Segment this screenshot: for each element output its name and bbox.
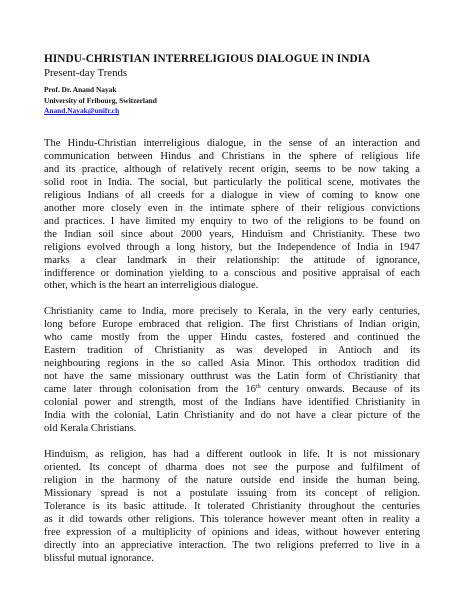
text-line: the Indian soil since about 2000 years, Hinduism and Christianity. These two: [44, 228, 420, 240]
text-line: indifference or domination yielding to a conscious and positive appraisal of each: [44, 267, 420, 279]
text-line: and its practice, although of relatively recent origin, seems to be now taking a: [44, 163, 420, 175]
text-line: India with the colonial, Latin Christianity and do not have a clear picture of the: [44, 410, 420, 422]
text-line: Eastern tradition of Christianity as was developed in Antioch and its: [44, 345, 420, 357]
text-line: religions evolved through a long history, but the Independence of India in 1947: [44, 241, 420, 253]
text-line: The Hindu-Christian interreligious dialogue, in the sense of an interaction and: [44, 138, 420, 149]
document-title: HINDU-CHRISTIAN INTERRELIGIOUS DIALOGUE IN INDIA: [44, 53, 371, 65]
text-line: free expression of a multiplicity of opinions and ideas, without however entering: [44, 526, 420, 538]
text-line: long before Europe embraced that religion. The first Christians of Indian origin,: [44, 319, 420, 331]
text-line: another more closely even in the intimate sphere of their religious convictions: [44, 202, 420, 214]
text-fragment: century onwards. Because of its: [260, 384, 420, 396]
text-line: neighbouring regions in the so called Asia Minor. This orthodox tradition did: [44, 358, 420, 370]
text-line: not have the same missionary outthrust was the Latin form of Christianity that: [44, 371, 420, 383]
text-line: Missionary spread is not a postulate issuing from its concept of religion.: [44, 487, 420, 499]
text-line: solid root in India. The social, but particularly the political scene, motivates the: [44, 176, 420, 188]
ordinal-superscript: th: [255, 384, 261, 391]
text-line: blissful mutual ignorance.: [44, 552, 154, 564]
document-subtitle: Present-day Trends: [44, 67, 128, 79]
paragraph-1: [44, 138, 420, 293]
document-body: [44, 138, 420, 579]
text-line: as it did towards other religions. This tolerance however meant often in reality a: [44, 513, 420, 525]
text-line: oriented. Its concept of dharma does not see the purpose and fulfilment of: [44, 461, 420, 473]
author-name: Prof. Dr. Anand Nayak: [44, 85, 117, 94]
text-line: religion in the harmony of the nature outside end inside the human being.: [44, 474, 420, 486]
text-line: colonial power and strength, most of the Indians have identified Christianity in: [44, 397, 420, 409]
text-line: religious Indians of all creeds for a dialogue in view of coming to know one: [44, 189, 420, 201]
paragraph-3: [44, 449, 420, 566]
text-line-with-superscript: [44, 384, 420, 397]
text-line: Christianity came to India, more precisely to Kerala, in the very early centuries,: [44, 306, 420, 318]
paragraph-2: [44, 306, 420, 436]
text-line: other, which is the heart an interreligious dialogue.: [44, 280, 259, 292]
text-line: marks a clear landmark in their relationship: the attitude of ignorance,: [44, 254, 420, 266]
author-block: [44, 85, 157, 117]
author-affiliation: University of Fribourg, Switzerland: [44, 95, 157, 105]
text-line: and practices. I have limited my enquiry to two of the religions to be found on: [44, 215, 420, 227]
text-line: Tolerance is its basic attitude. It tolerated Christianity throughout the centuries: [44, 500, 420, 512]
text-line: directly into an appreciative interaction. The two religions preferred to live in a: [44, 539, 420, 551]
text-fragment: came later through colonisation from the: [44, 384, 246, 396]
text-line: communication between Hindus and Christians in the sphere of religious life: [44, 150, 420, 162]
text-line: who came mostly from the upper Hindu castes, fostered and continued the: [44, 332, 420, 344]
text-line: Hinduism, as religion, has had a different outlook in life. It is not missionary: [44, 448, 420, 460]
author-email-link[interactable]: Anand.Nayak@unifr.ch: [44, 106, 120, 116]
text-line: old Kerala Christians.: [44, 423, 137, 435]
ordinal-number: 16: [245, 384, 256, 396]
